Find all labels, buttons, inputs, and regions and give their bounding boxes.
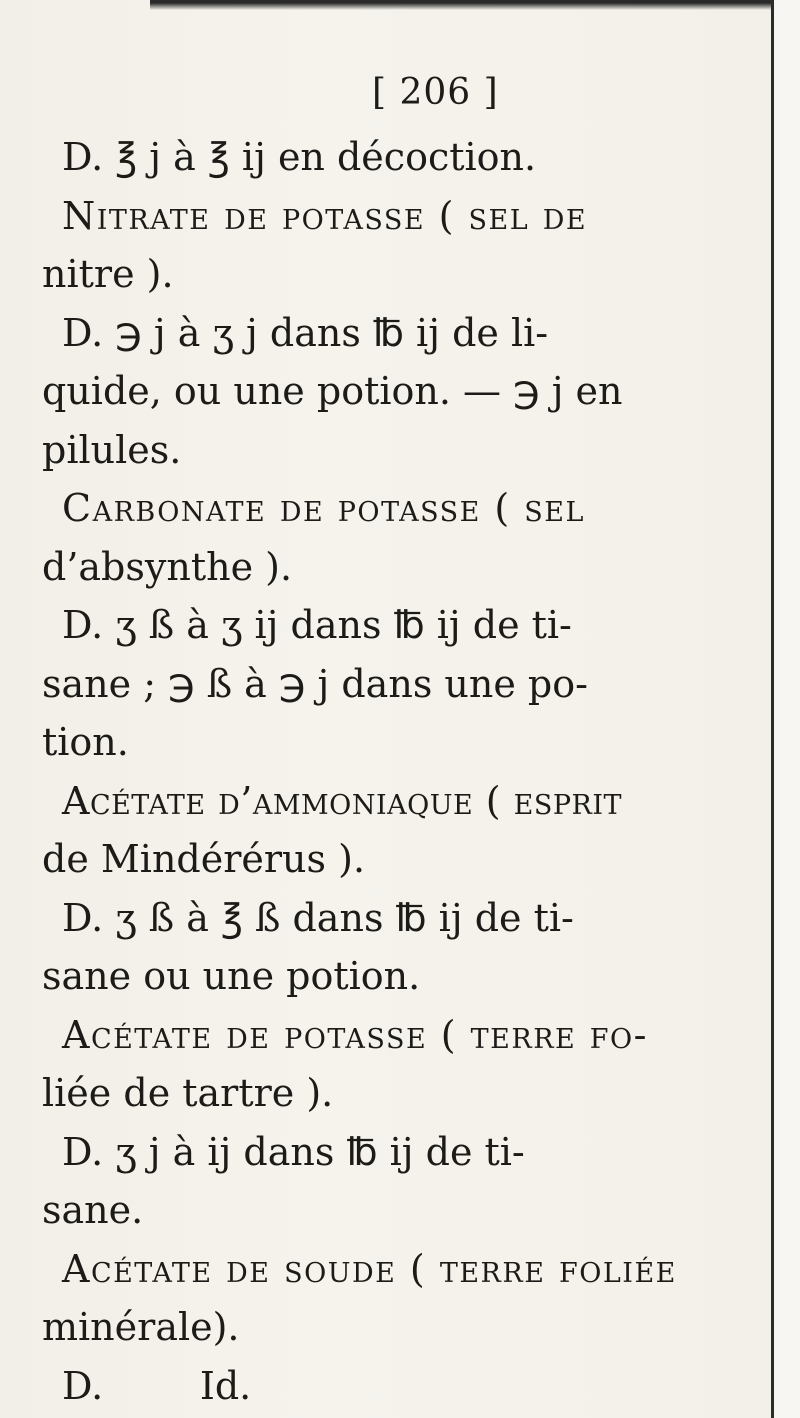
text-block	[42, 128, 757, 1415]
text-line: D. Id.	[62, 1363, 252, 1408]
heading-line: Acétate d’ammoniaque ( esprit	[62, 778, 623, 823]
heading-line: Carbonate de potasse ( sel	[62, 486, 585, 530]
page-number: [ 206 ]	[372, 72, 499, 113]
heading-line: Nitrate de potasse ( sel de	[62, 193, 588, 238]
top-edge-shadow	[150, 0, 800, 10]
heading-line: Acétate de potasse ( terre fo-	[62, 1012, 649, 1057]
text-line: quide, ou une potion. — ℈ j en	[42, 369, 623, 413]
text-line: d’absynthe ).	[42, 544, 293, 589]
text-line: sane.	[42, 1188, 144, 1232]
text-line: nitre ).	[42, 252, 174, 296]
text-line: tion.	[42, 720, 129, 764]
text-line: D. ʒ ß à ℥ ß dans ℔ ij de ti-	[62, 895, 574, 940]
text-line: D. ℥ j à ℥ ij en décoction.	[62, 135, 537, 179]
text-line: sane ; ℈ ß à ℈ j dans une po-	[42, 661, 588, 706]
text-line: liée de tartre ).	[42, 1071, 334, 1115]
text-line: D. ℈ j à ʒ j dans ℔ ij de li-	[62, 310, 549, 355]
text-line: pilules.	[42, 427, 182, 472]
text-line: minérale).	[42, 1305, 240, 1349]
scan-margin	[774, 0, 800, 1418]
text-line: D. ʒ j à ij dans ℔ ij de ti-	[62, 1129, 525, 1174]
text-line: de Mindérérus ).	[42, 837, 366, 881]
text-line: sane ou une potion.	[42, 954, 421, 998]
heading-line: Acétate de soude ( terre foliée	[62, 1246, 677, 1291]
text-line: D. ʒ ß à ʒ ij dans ℔ ij de ti-	[62, 603, 572, 647]
